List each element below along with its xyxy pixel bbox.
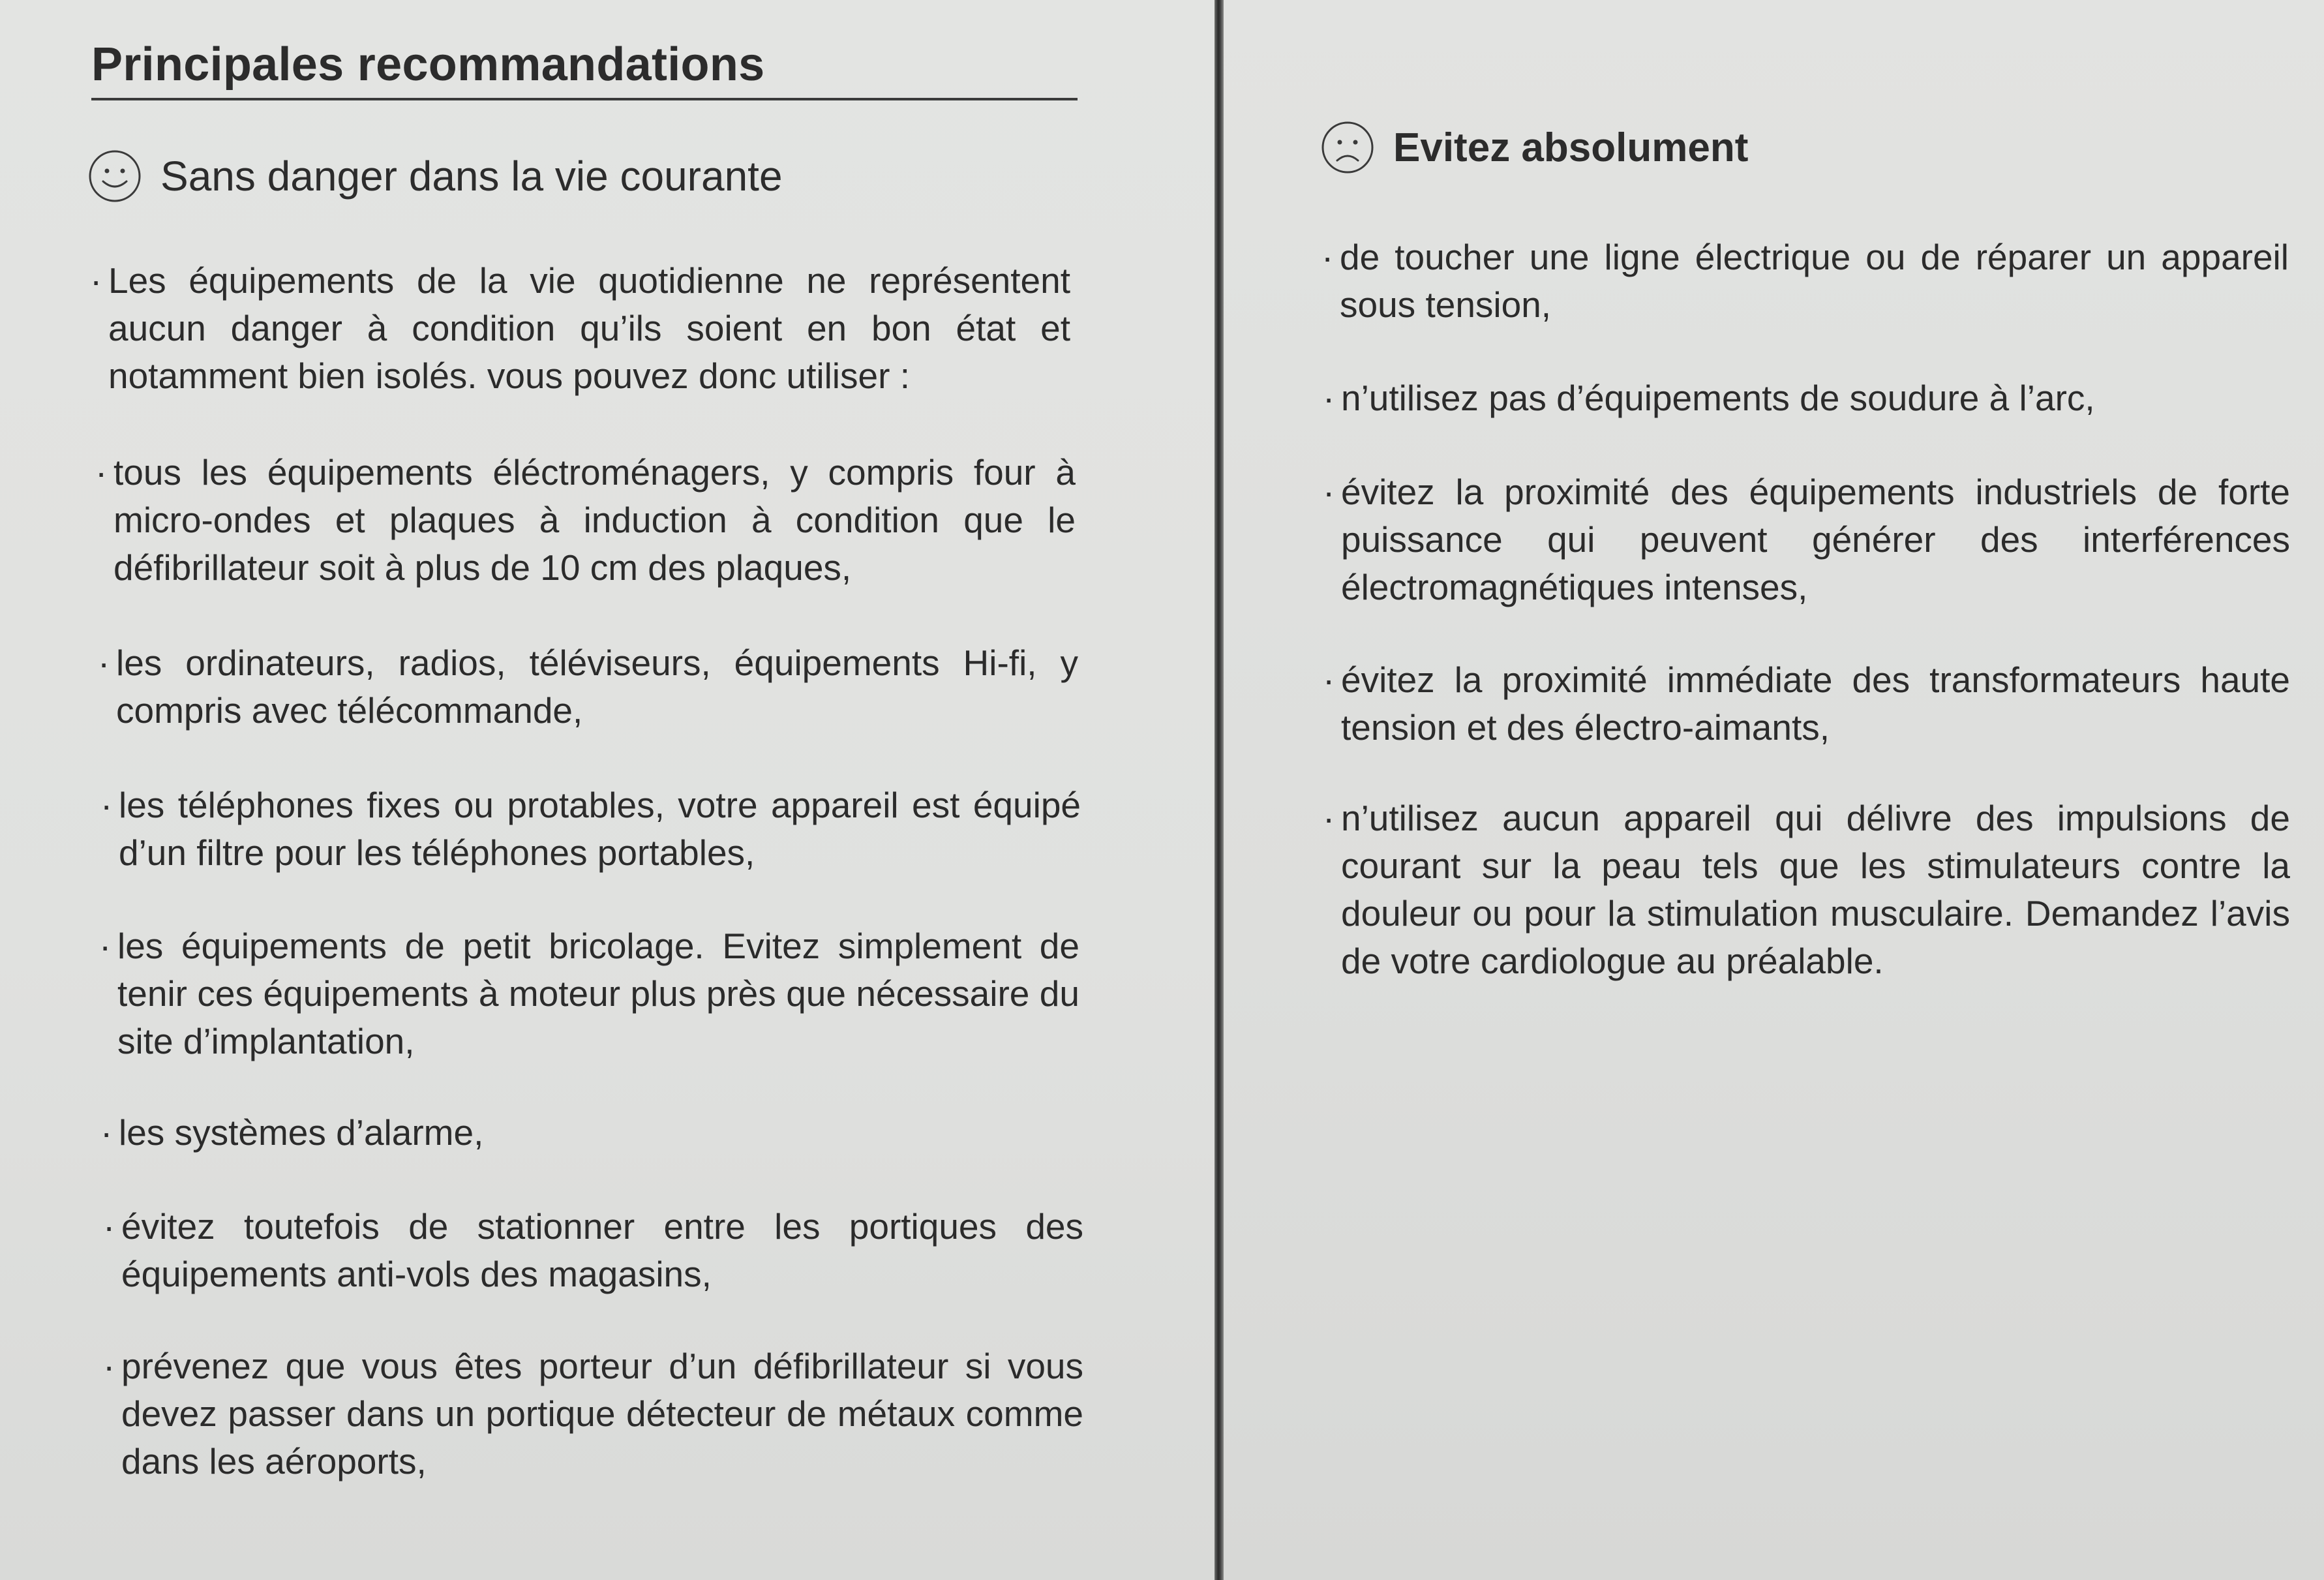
list-item: · de toucher une ligne électrique ou de réparer un appareil sous tension, (1321, 237, 2289, 325)
list-item: · n’utilisez aucun appareil qui délivre des impulsions de courant sur la peau tels que les stimulateurs contre la douleur ou pour la stimulation musculaire. Demandez l’avis de votre cardiologue au préalable. (1323, 798, 2290, 981)
list-item: · les systèmes d’alarme, (100, 1112, 484, 1153)
list-item: · évitez la proximité immédiate des transformateurs haute tension et des électro-aimants, (1323, 660, 2290, 748)
avoid-section-header (1320, 120, 1748, 175)
sad-face-icon (1320, 120, 1375, 175)
page-binding (1215, 0, 1224, 1580)
safe-section-title: Sans danger dans la vie courante (160, 153, 783, 200)
title-underline (91, 98, 1078, 100)
list-item: · prévenez que vous êtes porteur d’un défibrillateur si vous devez passer dans un portique détecteur de métaux comme dans les aéroports, (103, 1346, 1083, 1481)
list-item: · tous les équipements éléctroménagers, y compris four à micro-ondes et plaques à induction à condition que le défibrillateur soit à plus de 10 cm des plaques, (95, 452, 1076, 588)
list-item: · Les équipements de la vie quotidienne ne représentent aucun danger à condition qu’ils soient en bon état et notamment bien isolés. vous pouvez donc utiliser : (90, 260, 1070, 396)
avoid-section-title: Evitez absolument (1393, 125, 1749, 170)
list-item: · les ordinateurs, radios, téléviseurs, équipements Hi-fi, y compris avec télécommande, (98, 643, 1078, 731)
list-item: · évitez la proximité des équipements industriels de forte puissance qui peuvent générer des interférences électromagnétiques intenses, (1323, 472, 2290, 607)
list-item: · n’utilisez pas d’équipements de soudure à l’arc, (1323, 378, 2095, 418)
list-item: · les téléphones fixes ou protables, votre appareil est équipé d’un filtre pour les téléphones portables, (100, 785, 1081, 873)
safe-section-header (87, 149, 783, 204)
list-item: · les équipements de petit bricolage. Evitez simplement de tenir ces équipements à moteur plus près que nécessaire du site d’implantation, (99, 926, 1079, 1061)
page-title: Principales recommandations (91, 38, 765, 91)
list-item: · évitez toutefois de stationner entre les portiques des équipements anti-vols des magasins, (103, 1206, 1083, 1294)
smiley-face-icon (87, 149, 142, 204)
